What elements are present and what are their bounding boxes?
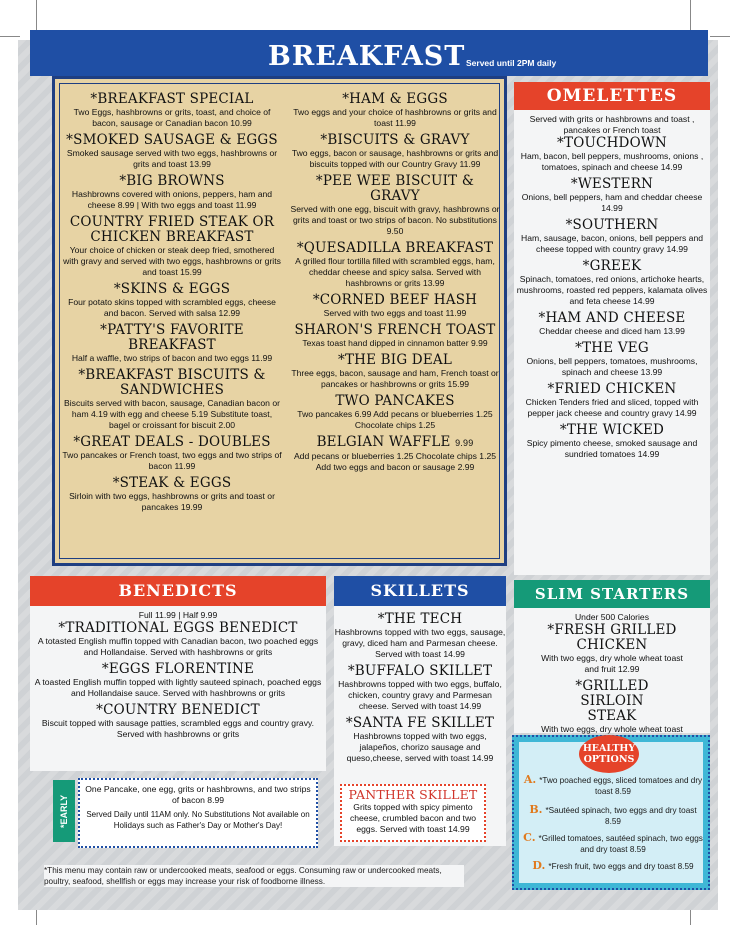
item-desc: Ham, sausage, bacon, onions, bell peppers and cheese topped with country gravy 14.99 — [520, 233, 704, 254]
item-desc: Hashbrowns topped with two eggs, sausage, gravy, diced ham and Parmesan cheese. Served with toast 14.99 — [334, 627, 506, 659]
item-title: *TRADITIONAL EGGS BENEDICT — [58, 620, 298, 636]
item-desc: Two Eggs, hashbrowns or grits, toast, and choice of bacon, sausage or Canadian bacon 10.99 — [73, 107, 271, 128]
item-desc: Ham, bacon, bell peppers, mushrooms, onions , tomatoes, spinach and cheese 14.99 — [520, 151, 704, 172]
item-title: *THE BIG DEAL — [338, 352, 452, 368]
item-title: *GREEK — [582, 258, 642, 274]
menu-item — [290, 174, 500, 237]
menu-item — [516, 136, 708, 173]
option-letter: D. — [532, 859, 546, 872]
menu-item — [516, 341, 708, 378]
early-riser-note: Served Daily until 11AM only. No Substitutions Not available on Holidays such as Father's Day or Mother's Day! — [86, 810, 310, 830]
menu-item — [62, 368, 282, 431]
menu-item — [290, 293, 500, 319]
item-title: *TOUCHDOWN — [557, 135, 667, 151]
item-title: *QUESADILLA BREAKFAST — [296, 240, 494, 256]
item-desc: Spinach, tomatoes, red onions, artichoke hearts, mushrooms, roasted red peppers, kalamata olives and feta cheese 14.99 — [516, 274, 708, 306]
item-title: *FRESH GRILLED CHICKEN — [547, 622, 677, 653]
healthy-options-badge: HEALTHY OPTIONS — [579, 735, 639, 773]
benedicts-column — [34, 610, 322, 740]
slim-starters-intro: Under 500 Calories — [574, 612, 650, 622]
item-desc: With two eggs, dry whole wheat toast and fruit 12.99 — [541, 653, 683, 674]
skillets-banner: SKILLETS — [334, 576, 506, 606]
menu-item — [516, 423, 708, 460]
menu-item — [516, 623, 708, 675]
menu-item — [290, 435, 500, 473]
healthy-option-c — [522, 832, 704, 855]
early-riser-content — [82, 784, 314, 831]
breakfast-right-column — [290, 92, 500, 473]
item-desc: Onions, bell peppers, tomatoes, mushrooms, spinach and cheese 13.99 — [526, 356, 698, 377]
page-subtitle: Served until 2PM daily — [466, 58, 557, 68]
option-letter: A. — [523, 773, 537, 786]
item-title — [290, 435, 500, 451]
item-desc: Texas toast hand dipped in cinnamon batter 9.99 — [302, 338, 488, 348]
breakfast-left-column — [62, 92, 282, 513]
item-title: SHARON'S FRENCH TOAST — [294, 322, 496, 338]
item-title: *SKINS & EGGS — [113, 281, 231, 297]
menu-item — [62, 92, 282, 129]
item-title: *EGGS FLORENTINE — [101, 661, 255, 677]
benedicts-banner: BENEDICTS — [30, 576, 326, 606]
item-desc: Two eggs and your choice of hashbrowns or grits and toast 11.99 — [293, 107, 497, 128]
healthy-option-d — [522, 860, 704, 872]
item-desc: Four potato skins topped with scrambled eggs, cheese and bacon. Served with salsa 12.99 — [68, 297, 276, 318]
item-desc: A toasted English muffin topped with lightly sauteed spinach, poached eggs and Hollandaise sauce. Served with hashbrowns or grits — [34, 677, 322, 698]
option-text: *Two poached eggs, sliced tomatoes and dry toast 8.59 — [539, 776, 703, 796]
item-desc: Served with two eggs and toast 11.99 — [323, 308, 467, 318]
page-title: BREAKFAST — [268, 41, 466, 72]
item-title-text: BELGIAN WAFFLE — [316, 434, 451, 450]
item-desc: Biscuit topped with sausage patties, scrambled eggs and country gravy. Served with hashbrowns or grits — [41, 718, 315, 739]
menu-item — [334, 716, 506, 764]
option-text: *Sautéed spinach, two eggs and dry toast 8.59 — [545, 806, 697, 826]
item-title: *GREAT DEALS - DOUBLES — [73, 434, 271, 450]
item-title: *BUFFALO SKILLET — [347, 663, 493, 679]
item-desc: Hashbrowns topped with two eggs, buffalo, chicken, country gravy and Parmesan cheese. Served with toast 14.99 — [338, 679, 502, 711]
healthy-option-b — [522, 804, 704, 827]
item-desc: Hashbrowns covered with onions, peppers, ham and cheese 8.99 | With two eggs and toast 11.99 — [71, 189, 273, 210]
menu-item — [290, 323, 500, 349]
menu-item — [334, 612, 506, 660]
item-desc: A grilled flour tortilla filled with scrambled eggs, ham, cheddar cheese and spicy salsa. Served with hashbrowns or grits 13.99 — [295, 256, 495, 288]
item-title: *COUNTRY BENEDICT — [96, 702, 260, 718]
menu-item — [34, 703, 322, 740]
menu-item — [34, 662, 322, 699]
item-title: PANTHER SKILLET — [348, 787, 478, 802]
crop-mark — [0, 36, 20, 37]
item-title: COUNTRY FRIED STEAK OR CHICKEN BREAKFAST — [69, 214, 275, 245]
menu-item — [516, 259, 708, 307]
menu-item — [62, 174, 282, 211]
item-title: *BISCUITS & GRAVY — [320, 132, 470, 148]
item-title: *SMOKED SAUSAGE & EGGS — [66, 132, 278, 148]
item-title: TWO PANCAKES — [335, 393, 455, 409]
option-text: *Fresh fruit, two eggs and dry toast 8.59 — [548, 862, 694, 871]
crop-mark — [710, 36, 730, 37]
item-title: *CORNED BEEF HASH — [312, 292, 478, 308]
item-title: *THE VEG — [575, 340, 649, 356]
menu-item — [516, 218, 708, 255]
crop-mark — [690, 0, 691, 30]
item-title: *BREAKFAST BISCUITS & SANDWICHES — [78, 367, 266, 398]
item-desc: A totasted English muffin topped with Canadian bacon, two poached eggs and Hollandaise. Served with hashbrowns or grits — [37, 636, 319, 657]
menu-item — [62, 323, 282, 364]
menu-item — [62, 435, 282, 472]
omelettes-banner: OMELETTES — [514, 82, 710, 110]
benedicts-intro: Full 11.99 | Half 9.99 — [138, 610, 218, 620]
item-title: *WESTERN — [570, 176, 654, 192]
menu-item — [62, 215, 282, 278]
slim-starters-banner: SLIM STARTERS — [514, 580, 710, 608]
item-desc: Grits topped with spicy pimento cheese, crumbled bacon and two eggs. Served with toast 14.99 — [349, 802, 477, 834]
item-desc: Half a waffle, two strips of bacon and two eggs 11.99 — [71, 353, 273, 363]
crop-mark — [36, 0, 37, 30]
panther-skillet — [342, 787, 484, 835]
omelettes-column — [516, 114, 708, 460]
item-title: *FRIED CHICKEN — [547, 381, 677, 397]
omelettes-intro: Served with grits or hashbrowns and toast , pancakes or French toast — [529, 114, 695, 135]
slim-starters-column — [516, 612, 708, 746]
early-riser-tag: *EARLY — [53, 780, 75, 842]
item-desc: Two eggs, bacon or sausage, hashbrowns or grits and biscuits topped with our Country Gravy 11.99 — [291, 148, 499, 169]
item-desc: Two pancakes or French toast, two eggs and two strips of bacon 11.99 — [62, 450, 282, 471]
item-desc: Hashbrowns topped with two eggs, jalapeños, chorizo sausage and queso,cheese, served with toast 14.99 — [346, 731, 494, 763]
skillets-column — [334, 612, 506, 764]
menu-item — [290, 241, 500, 289]
item-desc: Add pecans or blueberries 1.25 Chocolate chips 1.25 Add two eggs and bacon or sausage 2.99 — [293, 451, 497, 472]
item-title: *THE WICKED — [559, 422, 665, 438]
item-desc: Onions, bell peppers, ham and cheddar cheese 14.99 — [521, 192, 703, 213]
menu-item — [34, 621, 322, 658]
menu-item — [516, 311, 708, 337]
item-desc: Three eggs, bacon, sausage and ham, French toast or pancakes or hashbrowns or grits 15.99 — [291, 368, 499, 389]
item-title: *SOUTHERN — [565, 217, 659, 233]
item-desc: Smoked sausage served with two eggs, hashbrowns or grits and toast 13.99 — [66, 148, 278, 169]
item-desc: Spicy pimento cheese, smoked sausage and sundried tomatoes 14.99 — [526, 438, 698, 459]
item-title: *HAM & EGGS — [342, 91, 448, 107]
item-title: *STEAK & EGGS — [112, 475, 232, 491]
item-price: 9.99 — [455, 438, 474, 448]
early-riser-desc: One Pancake, one egg, grits or hashbrowns, and two strips of bacon 8.99 — [85, 784, 311, 805]
menu-item — [62, 282, 282, 319]
item-desc: Two pancakes 6.99 Add pecans or blueberries 1.25 Chocolate chips 1.25 — [297, 409, 493, 430]
menu-item — [290, 92, 500, 129]
item-title: *BIG BROWNS — [119, 173, 225, 189]
item-title: *BREAKFAST SPECIAL — [90, 91, 254, 107]
healthy-option-a — [522, 774, 704, 797]
item-desc: Cheddar cheese and diced ham 13.99 — [539, 326, 685, 336]
menu-item — [516, 177, 708, 214]
item-desc: Your choice of chicken or steak deep fried, smothered with gravy and served with two eggs, hashbrowns or grits and toast 15.99 — [63, 245, 281, 277]
disclaimer: *This menu may contain raw or undercooked meats, seafood or eggs. Consuming raw or undercooked meats, poultry, seafood, shellfish or eggs may increase your risk of foodborne illness. — [44, 865, 464, 887]
item-desc: Chicken Tenders fried and sliced, topped with pepper jack cheese and country gravy 14.99 — [525, 397, 699, 418]
item-desc: Sirloin with two eggs, hashbrowns or grits and toast or pancakes 19.99 — [69, 491, 275, 512]
option-text: *Grilled tomatoes, sautéed spinach, two eggs and dry toast 8.59 — [538, 834, 703, 854]
item-title: *PATTY'S FAVORITE BREAKFAST — [100, 322, 244, 353]
menu-item — [62, 133, 282, 170]
item-desc: Served with one egg, biscuit with gravy, hashbrowns or grits and toast or two strips of bacon. No substitutions 9.50 — [290, 204, 500, 236]
item-title: *SANTA FE SKILLET — [345, 715, 495, 731]
item-title: *GRILLED SIRLOIN STEAK — [575, 678, 649, 724]
menu-item — [516, 382, 708, 419]
option-letter: C. — [523, 831, 536, 844]
item-desc: With two eggs, dry whole wheat toast — [541, 724, 683, 734]
item-title: *THE TECH — [377, 611, 463, 627]
menu-item — [290, 353, 500, 390]
menu-item — [290, 394, 500, 431]
menu-item — [62, 476, 282, 513]
option-letter: B. — [529, 803, 543, 816]
item-title: *PEE WEE BISCUIT & GRAVY — [315, 173, 475, 204]
item-desc: Biscuits served with bacon, sausage, Canadian bacon or ham 4.19 with egg and cheese 5.19 Substitute toast, bagel or croissant for biscuit 2.00 — [64, 398, 280, 430]
menu-item — [290, 133, 500, 170]
menu-item — [334, 664, 506, 712]
item-title: *HAM AND CHEESE — [538, 310, 686, 326]
